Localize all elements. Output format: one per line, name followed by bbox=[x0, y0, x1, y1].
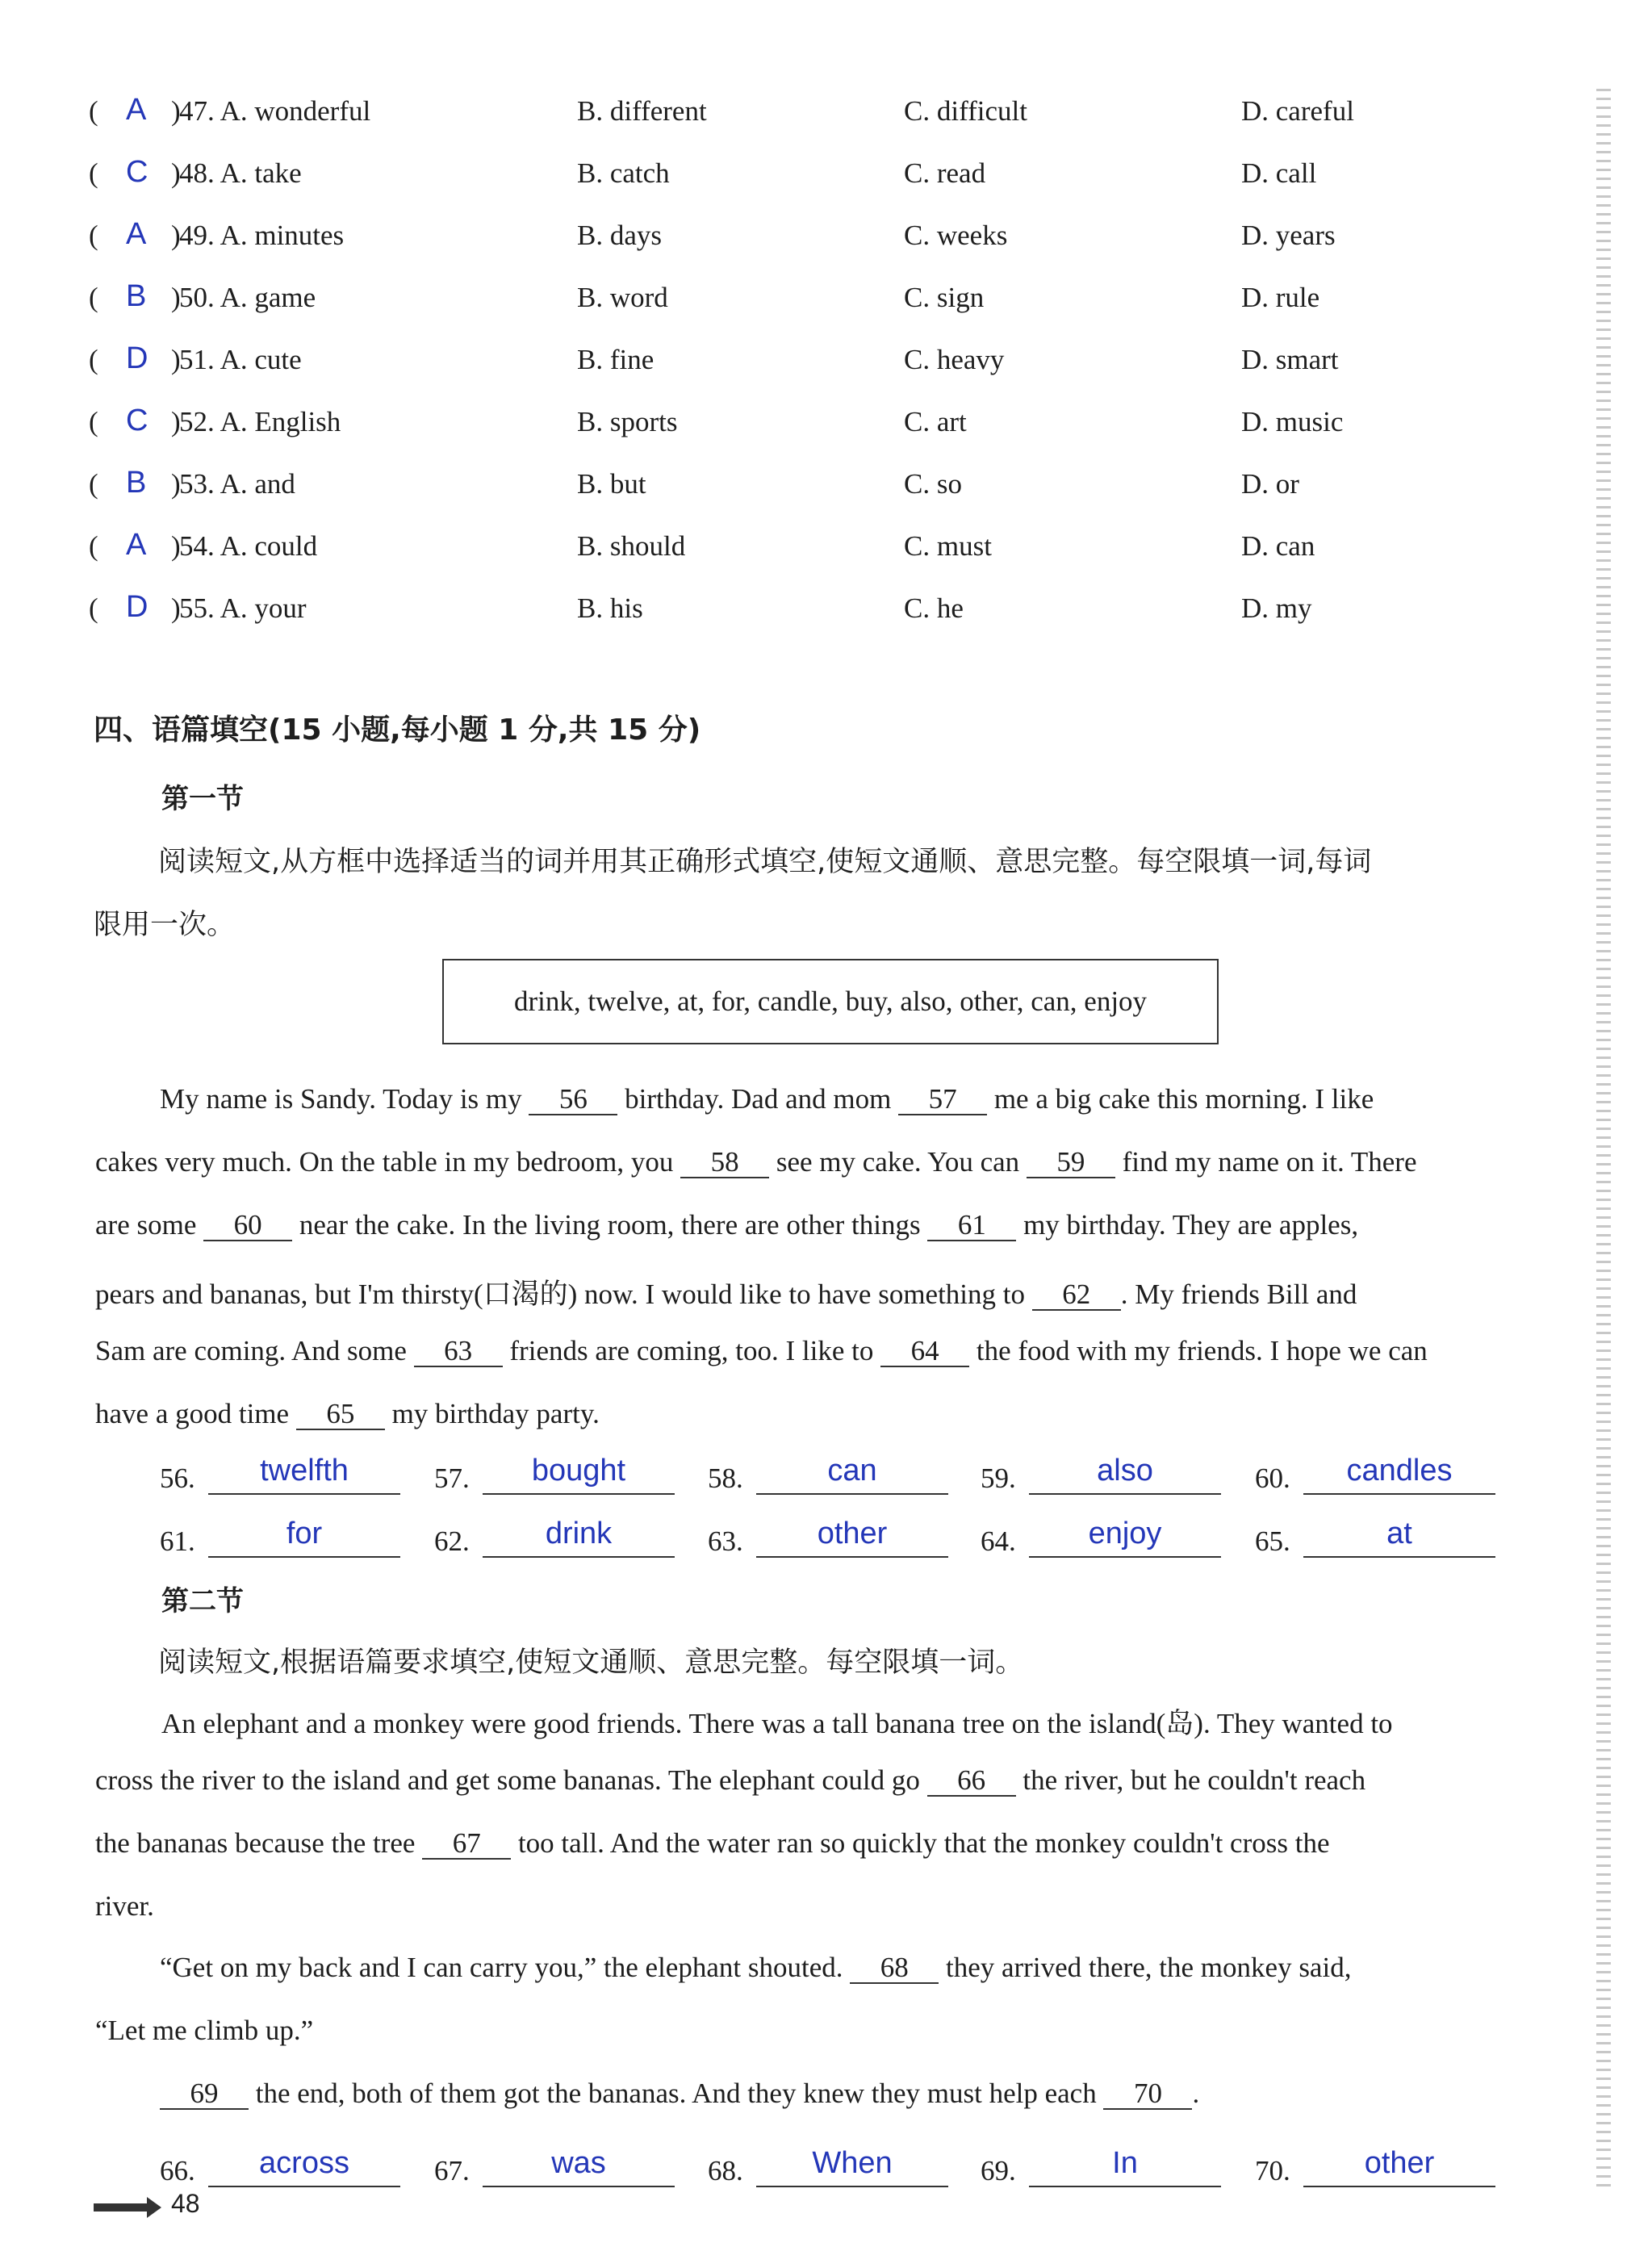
blank-61[interactable]: 61 bbox=[927, 1211, 1016, 1241]
paren-open: ( bbox=[89, 406, 98, 437]
answer-number: 60. bbox=[1255, 1462, 1290, 1494]
part1-instruction: 阅读短文,从方框中选择适当的词并用其正确形式填空,使短文通顺、意思完整。每空限填一词,每词 bbox=[158, 846, 1372, 878]
mc-question-49 bbox=[89, 217, 1590, 276]
option-b: B. catch bbox=[577, 157, 670, 189]
answer-line bbox=[756, 1493, 948, 1495]
handwritten-answer[interactable]: drink bbox=[545, 1517, 613, 1550]
handwritten-answer[interactable]: In bbox=[1112, 2146, 1138, 2180]
answer-number: 65. bbox=[1255, 1525, 1290, 1557]
paren-close: ) bbox=[171, 530, 181, 562]
answer-line bbox=[1029, 1493, 1221, 1495]
option-a-text: A. take bbox=[220, 157, 302, 189]
answer-57 bbox=[434, 1438, 676, 1495]
paren-open: ( bbox=[89, 592, 98, 624]
passage-text: birthday. Dad and mom bbox=[617, 1083, 899, 1115]
handwritten-answer[interactable]: can bbox=[827, 1454, 877, 1488]
option-d: D. music bbox=[1241, 406, 1344, 437]
passage-line bbox=[95, 1398, 600, 1430]
arrow-icon bbox=[94, 2203, 150, 2212]
answer-line bbox=[483, 1493, 675, 1495]
answer-line bbox=[756, 1556, 948, 1558]
option-b: B. should bbox=[577, 530, 686, 562]
answer-65 bbox=[1255, 1501, 1497, 1558]
answer-line bbox=[756, 2186, 948, 2187]
passage-line bbox=[95, 1209, 1358, 1241]
question-number: 49 bbox=[179, 220, 207, 251]
blank-70[interactable]: 70 bbox=[1103, 2079, 1192, 2110]
blank-59[interactable]: 59 bbox=[1027, 1148, 1115, 1178]
option-a: 48. A. take bbox=[179, 157, 302, 189]
option-a: 54. A. could bbox=[179, 530, 318, 562]
word-box-text: drink, twelve, at, for, candle, buy, also, other, can, enjoy bbox=[513, 985, 1148, 1017]
paren-open: ( bbox=[89, 530, 98, 562]
answer-number: 69. bbox=[981, 2155, 1016, 2186]
part2-instruction: 阅读短文,根据语篇要求填空,使短文通顺、意思完整。每空限填一词。 bbox=[158, 1647, 1024, 1679]
paren-open: ( bbox=[89, 468, 98, 500]
answer-number: 66. bbox=[160, 2155, 195, 2186]
passage-text: my birthday party. bbox=[384, 1398, 600, 1429]
answer-line bbox=[1303, 1556, 1495, 1558]
passage-text: pears and bananas, but I'm thirsty(口渴的) now. I would like to have something to bbox=[95, 1278, 1032, 1310]
option-a-text: A. could bbox=[220, 530, 318, 562]
p2-line2: cross the river to the island and get some bananas. The elephant could go 66 the river, but he couldn't reach bbox=[95, 1764, 1366, 1796]
option-b: B. fine bbox=[577, 344, 654, 375]
paren-open: ( bbox=[89, 157, 98, 189]
option-a-text: A. and bbox=[220, 468, 295, 500]
option-c: C. art bbox=[904, 406, 967, 437]
answer-number: 68. bbox=[708, 2155, 743, 2186]
option-d: D. years bbox=[1241, 220, 1336, 251]
paren-open: ( bbox=[89, 220, 98, 251]
answer-69 bbox=[981, 2131, 1223, 2187]
blank-68[interactable]: 68 bbox=[850, 1953, 939, 1984]
option-d: D. smart bbox=[1241, 344, 1339, 375]
answer-choice[interactable]: C bbox=[126, 155, 148, 189]
answer-choice[interactable]: C bbox=[126, 404, 148, 437]
passage-text: me a big cake this morning. I like bbox=[987, 1083, 1374, 1115]
paren-close: ) bbox=[171, 157, 181, 189]
option-a-text: A. English bbox=[220, 406, 341, 437]
option-c: C. so bbox=[904, 468, 962, 500]
part1-title: 第一节 bbox=[161, 783, 244, 815]
blank-56[interactable]: 56 bbox=[529, 1085, 617, 1115]
option-a: 47. A. wonderful bbox=[179, 95, 371, 127]
option-a: 55. A. your bbox=[179, 592, 307, 624]
answer-number: 61. bbox=[160, 1525, 195, 1557]
p2-line3: the bananas because the tree 67 too tall. And the water ran so quickly that the monkey couldn't cross the bbox=[95, 1827, 1330, 1859]
answer-choice[interactable]: D bbox=[126, 590, 148, 624]
answer-line bbox=[1029, 2186, 1221, 2187]
option-a-text: A. wonderful bbox=[220, 95, 371, 127]
answer-number: 57. bbox=[434, 1462, 470, 1494]
passage-text: are some bbox=[95, 1209, 204, 1241]
word-box bbox=[442, 959, 1219, 1044]
blank-63[interactable]: 63 bbox=[414, 1337, 503, 1367]
option-a-text: A. your bbox=[220, 592, 307, 624]
handwritten-answer[interactable]: other bbox=[817, 1517, 888, 1550]
p2-line1: An elephant and a monkey were good friends. There was a tall banana tree on the island(岛). They wanted to bbox=[161, 1708, 1393, 1739]
answer-line bbox=[1303, 1493, 1495, 1495]
question-number: 50 bbox=[179, 282, 207, 313]
part1-instruction-2: 限用一次。 bbox=[94, 909, 236, 941]
passage-line bbox=[160, 1083, 1374, 1115]
blank-58[interactable]: 58 bbox=[680, 1148, 769, 1178]
answer-number: 62. bbox=[434, 1525, 470, 1557]
option-d: D. call bbox=[1241, 157, 1317, 189]
option-b: B. different bbox=[577, 95, 707, 127]
option-c: C. he bbox=[904, 592, 964, 624]
paren-close: ) bbox=[171, 220, 181, 251]
blank-62[interactable]: 62 bbox=[1032, 1280, 1121, 1311]
answer-line bbox=[483, 1556, 675, 1558]
handwritten-answer[interactable]: across bbox=[259, 2146, 349, 2180]
option-b: B. word bbox=[577, 282, 668, 313]
handwritten-answer[interactable]: other bbox=[1364, 2146, 1435, 2180]
handwritten-answer[interactable]: twelfth bbox=[260, 1454, 349, 1488]
answer-line bbox=[208, 1493, 400, 1495]
answer-68 bbox=[708, 2131, 950, 2187]
passage-line bbox=[95, 1272, 1357, 1312]
answer-number: 58. bbox=[708, 1462, 743, 1494]
answer-line bbox=[208, 1556, 400, 1558]
answer-67 bbox=[434, 2131, 676, 2187]
answer-60 bbox=[1255, 1438, 1497, 1495]
answer-choice[interactable]: A bbox=[126, 217, 147, 251]
p2-line4: river. bbox=[95, 1890, 154, 1922]
handwritten-answer[interactable]: was bbox=[551, 2146, 606, 2180]
p2-line6: “Let me climb up.” bbox=[95, 2015, 314, 2046]
option-a-text: A. cute bbox=[220, 344, 302, 375]
handwritten-answer[interactable]: bought bbox=[531, 1454, 626, 1488]
option-c: C. heavy bbox=[904, 344, 1005, 375]
paren-close: ) bbox=[171, 282, 181, 313]
answer-number: 63. bbox=[708, 1525, 743, 1557]
paren-open: ( bbox=[89, 95, 98, 127]
paren-open: ( bbox=[89, 344, 98, 375]
part2-title: 第二节 bbox=[161, 1585, 244, 1617]
question-number: 51 bbox=[179, 344, 207, 375]
mc-question-54 bbox=[89, 530, 1590, 587]
answer-66 bbox=[160, 2131, 402, 2187]
handwritten-answer[interactable]: for bbox=[286, 1517, 323, 1550]
answer-61 bbox=[160, 1501, 402, 1558]
answer-70 bbox=[1255, 2131, 1497, 2187]
answer-choice[interactable]: A bbox=[126, 93, 147, 127]
answer-58 bbox=[708, 1438, 950, 1495]
passage-text: cakes very much. On the table in my bedroom, you bbox=[95, 1146, 681, 1178]
paren-close: ) bbox=[171, 344, 181, 375]
answer-62 bbox=[434, 1501, 676, 1558]
decorative-border bbox=[1596, 89, 1611, 2187]
answer-59 bbox=[981, 1438, 1223, 1495]
option-d: D. rule bbox=[1241, 282, 1320, 313]
option-b: B. sports bbox=[577, 406, 678, 437]
blank-65[interactable]: 65 bbox=[296, 1400, 385, 1430]
option-c: C. weeks bbox=[904, 220, 1008, 251]
answer-line bbox=[483, 2186, 675, 2187]
option-a-text: A. minutes bbox=[220, 220, 345, 251]
option-c: C. difficult bbox=[904, 95, 1027, 127]
answer-number: 56. bbox=[160, 1462, 195, 1494]
p2-line7: 69 the end, both of them got the bananas. And they knew they must help each 70 . bbox=[160, 2078, 1199, 2110]
passage-text: My name is Sandy. Today is my bbox=[160, 1083, 529, 1115]
answer-line bbox=[208, 2186, 400, 2187]
paren-open: ( bbox=[89, 282, 98, 313]
paren-close: ) bbox=[171, 95, 181, 127]
option-a-text: A. game bbox=[220, 282, 316, 313]
answer-number: 59. bbox=[981, 1462, 1016, 1494]
blank-67[interactable]: 67 bbox=[422, 1829, 511, 1860]
answer-number: 67. bbox=[434, 2155, 470, 2186]
option-b: B. but bbox=[577, 468, 646, 500]
passage-text: my birthday. They are apples, bbox=[1016, 1209, 1359, 1241]
answer-64 bbox=[981, 1501, 1223, 1558]
page-number: 48 bbox=[171, 2189, 200, 2218]
passage-text: . My friends Bill and bbox=[1120, 1278, 1357, 1310]
mc-question-50 bbox=[89, 279, 1590, 338]
option-d: D. can bbox=[1241, 530, 1315, 562]
passage-text: find my name on it. There bbox=[1115, 1146, 1417, 1178]
answer-choice[interactable]: B bbox=[126, 279, 147, 313]
blank-66[interactable]: 66 bbox=[927, 1766, 1016, 1797]
option-b: B. his bbox=[577, 592, 643, 624]
option-a: 49. A. minutes bbox=[179, 220, 345, 251]
passage-line bbox=[95, 1146, 1416, 1178]
mc-question-52 bbox=[89, 406, 1590, 462]
question-number: 55 bbox=[179, 592, 207, 624]
option-c: C. sign bbox=[904, 282, 985, 313]
answer-63 bbox=[708, 1501, 950, 1558]
question-number: 47 bbox=[179, 95, 207, 127]
passage-text: friends are coming, too. I like to bbox=[502, 1335, 881, 1366]
answer-56 bbox=[160, 1438, 402, 1495]
question-number: 52 bbox=[179, 406, 207, 437]
passage-text: the food with my friends. I hope we can bbox=[969, 1335, 1428, 1366]
answer-line bbox=[1029, 1556, 1221, 1558]
option-d: D. my bbox=[1241, 592, 1312, 624]
option-c: C. read bbox=[904, 157, 986, 189]
option-d: D. or bbox=[1241, 468, 1299, 500]
mc-question-55 bbox=[89, 592, 1590, 649]
handwritten-answer[interactable]: also bbox=[1097, 1454, 1153, 1488]
handwritten-answer[interactable]: at bbox=[1386, 1517, 1412, 1550]
passage-text: see my cake. You can bbox=[769, 1146, 1027, 1178]
question-number: 48 bbox=[179, 157, 207, 189]
answer-number: 64. bbox=[981, 1525, 1016, 1557]
passage-text: Sam are coming. And some bbox=[95, 1335, 414, 1366]
paren-close: ) bbox=[171, 592, 181, 624]
blank-69[interactable]: 69 bbox=[160, 2079, 249, 2110]
handwritten-answer[interactable]: candles bbox=[1346, 1454, 1453, 1488]
mc-question-48 bbox=[89, 157, 1590, 214]
option-a: 52. A. English bbox=[179, 406, 341, 437]
option-a: 50. A. game bbox=[179, 282, 316, 313]
answer-line bbox=[1303, 2186, 1495, 2187]
option-d: D. careful bbox=[1241, 95, 1354, 127]
question-number: 54 bbox=[179, 530, 207, 562]
option-c: C. must bbox=[904, 530, 992, 562]
blank-60[interactable]: 60 bbox=[203, 1211, 292, 1241]
handwritten-answer[interactable]: enjoy bbox=[1088, 1517, 1162, 1550]
blank-64[interactable]: 64 bbox=[880, 1337, 969, 1367]
section-heading: 四、语篇填空(15 小题,每小题 1 分,共 15 分) bbox=[94, 713, 701, 747]
handwritten-answer[interactable]: When bbox=[812, 2146, 893, 2180]
question-number: 53 bbox=[179, 468, 207, 500]
paren-close: ) bbox=[171, 468, 181, 500]
passage-text: near the cake. In the living room, there are other things bbox=[292, 1209, 928, 1241]
mc-question-47 bbox=[89, 95, 1590, 152]
option-a: 51. A. cute bbox=[179, 344, 302, 375]
passage-text: have a good time bbox=[95, 1398, 296, 1429]
p2-line5: “Get on my back and I can carry you,” the elephant shouted. 68 they arrived there, the monkey said, bbox=[160, 1952, 1352, 1983]
option-b: B. days bbox=[577, 220, 662, 251]
answer-choice[interactable]: A bbox=[126, 528, 147, 562]
mc-question-51 bbox=[89, 341, 1590, 400]
blank-57[interactable]: 57 bbox=[898, 1085, 987, 1115]
mc-question-53 bbox=[89, 468, 1590, 525]
passage-line bbox=[95, 1335, 1428, 1367]
answer-number: 70. bbox=[1255, 2155, 1290, 2186]
paren-close: ) bbox=[171, 406, 181, 437]
answer-choice[interactable]: B bbox=[126, 466, 147, 500]
option-a: 53. A. and bbox=[179, 468, 295, 500]
answer-choice[interactable]: D bbox=[126, 341, 148, 375]
